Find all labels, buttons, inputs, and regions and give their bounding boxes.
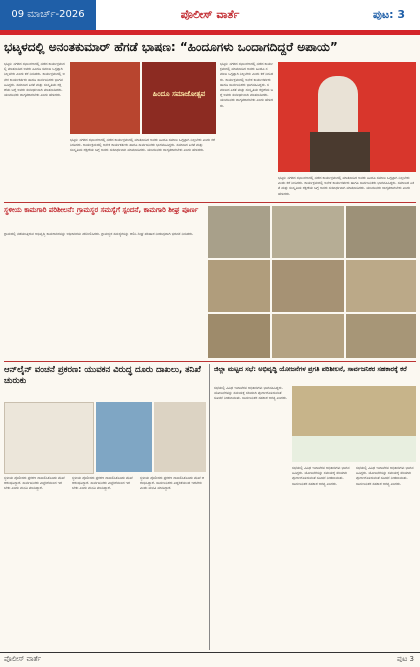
story3-document-photo (4, 402, 94, 474)
photo-foreground (292, 436, 416, 462)
lead-body-col4: ಭಟ್ಕಳ: ನಗರದ ಸಭಾಂಗಣದಲ್ಲಿ ನಡೆದ ಕಾರ್ಯಕ್ರಮದಲ್ಲಿ ಮಾತನಾಡಿದ ಅವರು ಹಿಂದೂ ಸಮಾಜ ಒಗ್ಗಟ್ಟಾಗಿ ನಿಲ್ಲಬೇಕು ಎಂದು ಕರೆ ನೀಡಿದರು. ಕಾರ್ಯಕ್ರಮದಲ್ಲಿ ಅನೇಕ ಕಾರ್ಯಕರ್ತರು ಹಾಗೂ ಸಾರ್ವಜನಿಕರು ಭಾಗವಹಿಸಿದ್ದರು. ಸಮಾಜದ ಏಕತೆ ಮತ್ತು ಸಂಸ್ಕೃತಿಯ ರಕ್ಷಣೆಯ ಬಗ್ಗೆ ಅವರು ಸುದೀರ್ಘವಾಗಿ ಮಾತನಾಡಿದರು. ಯುವಜನರು ಜಾಗೃತರಾಗಬೇಕು ಎಂದು ಹೇಳಿದರು. (278, 176, 415, 196)
story4-body-col1: ಸಭೆಯಲ್ಲಿ ವಿವಿಧ ಇಲಾಖೆಗಳ ಅಧಿಕಾರಿಗಳು ಭಾಗವಹಿಸಿದ್ದರು. ಯೋಜನೆಗಳನ್ನು ಸಮಯಕ್ಕೆ ಸರಿಯಾಗಿ ಪೂರ್ಣಗೊಳಿಸುವಂತೆ ಸೂಚನೆ ನೀಡಲಾಯಿತು. ಸಾರ್ವಜನಿಕರ ಸಹಕಾರ ಅಗತ್ಯ ಎಂದರು. (214, 386, 288, 401)
story2-photo-4 (208, 260, 270, 312)
story2-photo-6 (346, 260, 416, 312)
story3-body-col2: ಸ್ಥಳೀಯ ಪೊಲೀಸರು ಪ್ರಕರಣ ದಾಖಲಿಸಿಕೊಂಡು ತನಿಖೆ ಆರಂಭಿಸಿದ್ದಾರೆ. ಸಾರ್ವಜನಿಕರು ಎಚ್ಚರಿಕೆಯಿಂದ ಇರಬೇಕು ಎಂದು ಮನವಿ ಮಾಡಿದ್ದಾರೆ. (72, 476, 133, 491)
story2-photo-5 (272, 260, 344, 312)
story3-body-col1: ಸ್ಥಳೀಯ ಪೊಲೀಸರು ಪ್ರಕರಣ ದಾಖಲಿಸಿಕೊಂಡು ತನಿಖೆ ಆರಂಭಿಸಿದ್ದಾರೆ. ಸಾರ್ವಜನಿಕರು ಎಚ್ಚರಿಕೆಯಿಂದ ಇರಬೇಕು ಎಂದು ಮನವಿ ಮಾಡಿದ್ದಾರೆ. (4, 476, 65, 491)
page-footer (0, 652, 420, 667)
issue-date: 09 ಮಾರ್ಚ್-2026 (0, 0, 96, 30)
story3-photo-3 (154, 402, 206, 472)
story2-photo-2 (272, 206, 344, 258)
story2-headline: ಸ್ಥಳೀಯ ಕಾಮಗಾರಿ ಪರಿಶೀಲನೆ: ಗ್ರಾಮಸ್ಥರ ಸಮಸ್ಯೆಗೆ ಸ್ಪಂದನೆ, ಕಾಮಗಾರಿ ಶೀಘ್ರ ಪೂರ್ಣ (4, 206, 199, 214)
masthead: ಪೊಲೀಸ್ ವಾರ್ತೆ (180, 8, 240, 21)
story4-headline: ಜಿಲ್ಲಾ ಮಟ್ಟದ ಸಭೆ: ಅಭಿವೃದ್ಧಿ ಯೋಜನೆಗಳ ಪ್ರಗತಿ ಪರಿಶೀಲನೆ, ಸಾರ್ವಜನಿಕರ ಸಹಕಾರಕ್ಕೆ ಕರೆ (214, 365, 407, 373)
story2-photo-8 (272, 314, 344, 358)
story2-photo-7 (208, 314, 270, 358)
story4-body-col3: ಸಭೆಯಲ್ಲಿ ವಿವಿಧ ಇಲಾಖೆಗಳ ಅಧಿಕಾರಿಗಳು ಭಾಗವಹಿಸಿದ್ದರು. ಯೋಜನೆಗಳನ್ನು ಸಮಯಕ್ಕೆ ಸರಿಯಾಗಿ ಪೂರ್ಣಗೊಳಿಸುವಂತೆ ಸೂಚನೆ ನೀಡಲಾಯಿತು. ಸಾರ್ವಜನಿಕರ ಸಹಕಾರ ಅಗತ್ಯ ಎಂದರು. (356, 466, 414, 486)
story3-body-col3: ಸ್ಥಳೀಯ ಪೊಲೀಸರು ಪ್ರಕರಣ ದಾಖಲಿಸಿಕೊಂಡು ತನಿಖೆ ಆರಂಭಿಸಿದ್ದಾರೆ. ಸಾರ್ವಜನಿಕರು ಎಚ್ಚರಿಕೆಯಿಂದ ಇರಬೇಕು ಎಂದು ಮನವಿ ಮಾಡಿದ್ದಾರೆ. (140, 476, 205, 491)
story4-group-photo (292, 386, 416, 462)
lead-headline: ಭಟ್ಕಳದಲ್ಲಿ ಅನಂತಕುಮಾರ್ ಹೆಗಡೆ ಭಾಷಣ: “ಹಿಂದೂಗಳು ಒಂದಾಗದಿದ್ದರೆ ಅಪಾಯ” (4, 40, 338, 54)
speaker-figure (318, 76, 358, 136)
header-band (0, 30, 420, 35)
footer-page: ಪುಟ 3 (397, 655, 414, 663)
footer-brand: ಪೊಲೀಸ್ ವಾರ್ತೆ (4, 655, 42, 663)
lead-body-col2: ಭಟ್ಕಳ: ನಗರದ ಸಭಾಂಗಣದಲ್ಲಿ ನಡೆದ ಕಾರ್ಯಕ್ರಮದಲ್ಲಿ ಮಾತನಾಡಿದ ಅವರು ಹಿಂದೂ ಸಮಾಜ ಒಗ್ಗಟ್ಟಾಗಿ ನಿಲ್ಲಬೇಕು ಎಂದು ಕರೆ ನೀಡಿದರು. ಕಾರ್ಯಕ್ರಮದಲ್ಲಿ ಅನೇಕ ಕಾರ್ಯಕರ್ತರು ಹಾಗೂ ಸಾರ್ವಜನಿಕರು ಭಾಗವಹಿಸಿದ್ದರು. ಸಮಾಜದ ಏಕತೆ ಮತ್ತು ಸಂಸ್ಕೃತಿಯ ರಕ್ಷಣೆಯ ಬಗ್ಗೆ ಅವರು ಸುದೀರ್ಘವಾಗಿ ಮಾತನಾಡಿದರು. ಯುವಜನರು ಜಾಗೃತರಾಗಬೇಕು ಎಂದು ಹೇಳಿದರು. (70, 138, 215, 153)
lead-speaker-photo (278, 62, 416, 172)
divider (4, 361, 416, 362)
lead-photo-1 (70, 62, 140, 134)
podium (310, 132, 370, 172)
lead-body-col3: ಭಟ್ಕಳ: ನಗರದ ಸಭಾಂಗಣದಲ್ಲಿ ನಡೆದ ಕಾರ್ಯಕ್ರಮದಲ್ಲಿ ಮಾತನಾಡಿದ ಅವರು ಹಿಂದೂ ಸಮಾಜ ಒಗ್ಗಟ್ಟಾಗಿ ನಿಲ್ಲಬೇಕು ಎಂದು ಕರೆ ನೀಡಿದರು. ಕಾರ್ಯಕ್ರಮದಲ್ಲಿ ಅನೇಕ ಕಾರ್ಯಕರ್ತರು ಹಾಗೂ ಸಾರ್ವಜನಿಕರು ಭಾಗವಹಿಸಿದ್ದರು. ಸಮಾಜದ ಏಕತೆ ಮತ್ತು ಸಂಸ್ಕೃತಿಯ ರಕ್ಷಣೆಯ ಬಗ್ಗೆ ಅವರು ಸುದೀರ್ಘವಾಗಿ ಮಾತನಾಡಿದರು. ಯುವಜನರು ಜಾಗೃತರಾಗಬೇಕು ಎಂದು ಹೇಳಿದರು. (220, 62, 274, 108)
lead-photo-2 (142, 62, 216, 134)
story2-photo-3 (346, 206, 416, 258)
page-header (0, 0, 420, 30)
story4-body-col2: ಸಭೆಯಲ್ಲಿ ವಿವಿಧ ಇಲಾಖೆಗಳ ಅಧಿಕಾರಿಗಳು ಭಾಗವಹಿಸಿದ್ದರು. ಯೋಜನೆಗಳನ್ನು ಸಮಯಕ್ಕೆ ಸರಿಯಾಗಿ ಪೂರ್ಣಗೊಳಿಸುವಂತೆ ಸೂಚನೆ ನೀಡಲಾಯಿತು. ಸಾರ್ವಜನಿಕರ ಸಹಕಾರ ಅಗತ್ಯ ಎಂದರು. (292, 466, 350, 486)
divider (4, 202, 416, 203)
story2-body: ಗ್ರಾಮದಲ್ಲಿ ನಡೆಯುತ್ತಿರುವ ಅಭಿವೃದ್ಧಿ ಕಾಮಗಾರಿಗಳನ್ನು ಅಧಿಕಾರಿಗಳು ಪರಿಶೀಲಿಸಿದರು. ಗ್ರಾಮಸ್ಥರ ಸಮಸ್ಯೆಗಳನ್ನು ಆಲಿಸಿ ಶೀಘ್ರ ಪರಿಹಾರ ನೀಡುವುದಾಗಿ ಭರವಸೆ ನೀಡಿದರು. (4, 232, 194, 236)
lead-body-col1: ಭಟ್ಕಳ: ನಗರದ ಸಭಾಂಗಣದಲ್ಲಿ ನಡೆದ ಕಾರ್ಯಕ್ರಮದಲ್ಲಿ ಮಾತನಾಡಿದ ಅವರು ಹಿಂದೂ ಸಮಾಜ ಒಗ್ಗಟ್ಟಾಗಿ ನಿಲ್ಲಬೇಕು ಎಂದು ಕರೆ ನೀಡಿದರು. ಕಾರ್ಯಕ್ರಮದಲ್ಲಿ ಅನೇಕ ಕಾರ್ಯಕರ್ತರು ಹಾಗೂ ಸಾರ್ವಜನಿಕರು ಭಾಗವಹಿಸಿದ್ದರು. ಸಮಾಜದ ಏಕತೆ ಮತ್ತು ಸಂಸ್ಕೃತಿಯ ರಕ್ಷಣೆಯ ಬಗ್ಗೆ ಅವರು ಸುದೀರ್ಘವಾಗಿ ಮಾತನಾಡಿದರು. ಯುವಜನರು ಜಾಗೃತರಾಗಬೇಕು ಎಂದು ಹೇಳಿದರು. (4, 62, 65, 98)
banner-text: ಹಿಂದೂ ಸಮಾಜೋತ್ಸವ (152, 90, 206, 98)
story2-photo-1 (208, 206, 270, 258)
page-number: ಪುಟ: 3 (372, 8, 406, 21)
story2-photo-9 (346, 314, 416, 358)
column-divider (209, 364, 210, 650)
story3-person-photo (96, 402, 152, 472)
story3-headline: ಆನ್‌ಲೈನ್ ವಂಚನೆ ಪ್ರಕರಣ: ಯುವಕನ ವಿರುದ್ಧ ದೂರು ದಾಖಲು, ತನಿಖೆ ಚುರುಕು (4, 365, 201, 386)
